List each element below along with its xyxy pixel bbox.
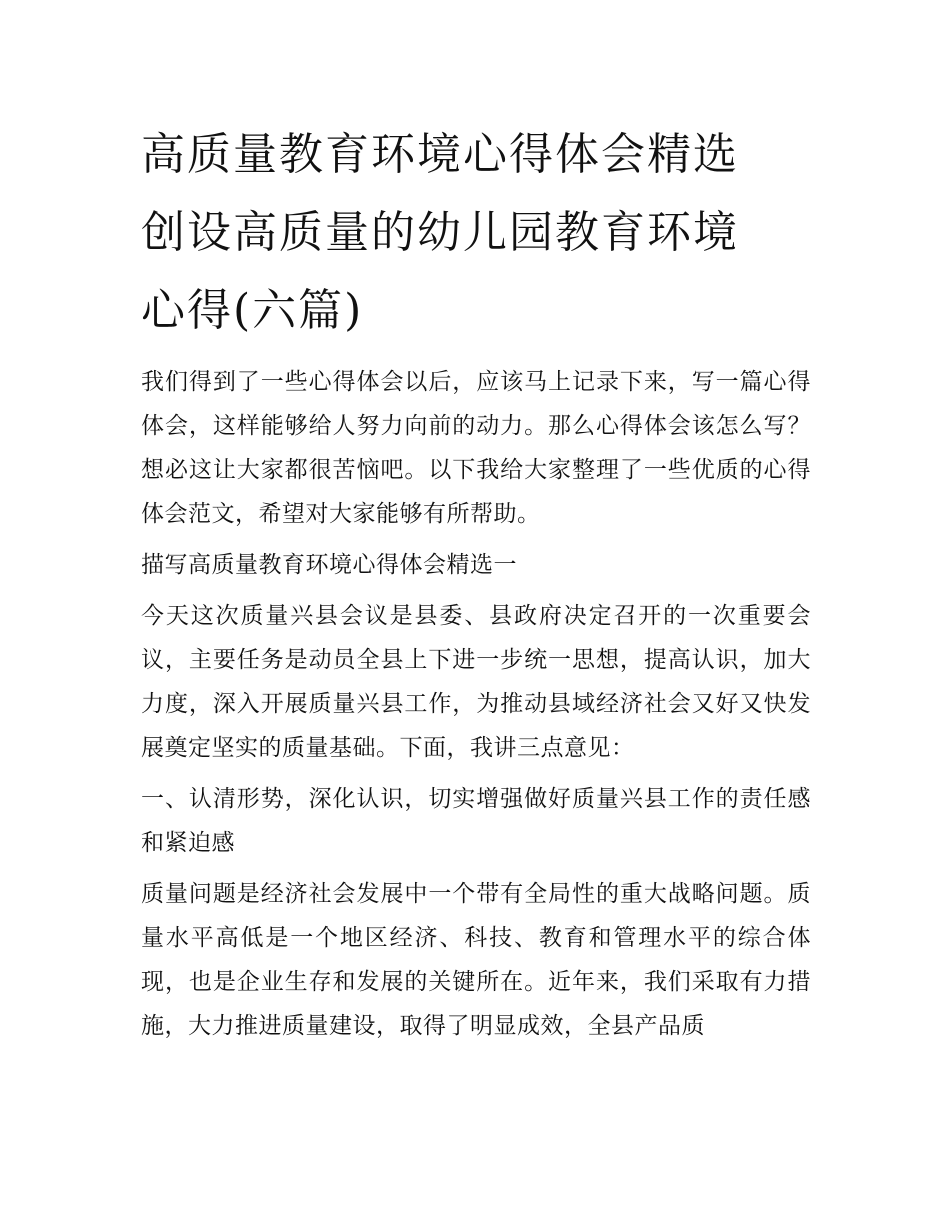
title-line-2: 创设高质量的幼儿园教育环境 [141,207,739,258]
title-line-3: 心得(六篇) [141,285,364,336]
body-paragraph: 今天这次质量兴县会议是县委、县政府决定召开的一次重要会议，主要任务是动员全县上下进一步统一思想，提高认识，加大力度，深入开展质量兴县工作，为推动县域经济社会又好又快发展奠定坚实的质量基础。下面，我讲三点意见： [141,603,811,761]
subsection-heading: 一、认清形势，深化认识，切实增强做好质量兴县工作的责任感和紧迫感 [141,786,811,856]
document-title [141,116,811,350]
title-line-1: 高质量教育环境心得体会精选 [141,129,739,180]
document-page [141,116,811,1055]
body-paragraph: 质量问题是经济社会发展中一个带有全局性的重大战略问题。质量水平高低是一个地区经济、科技、教育和管理水平的综合体现，也是企业生存和发展的关键所在。近年来，我们采取有力措施，大力推进质量建设，取得了明显成效，全县产品质 [141,881,811,1039]
intro-paragraph: 我们得到了一些心得体会以后，应该马上记录下来，写一篇心得体会，这样能够给人努力向前的动力。那么心得体会该怎么写？想必这让大家都很苦恼吧。以下我给大家整理了一些优质的心得体会范文，希望对大家能够有所帮助。 [141,369,811,527]
document-body [141,360,811,1048]
section-heading: 描写高质量教育环境心得体会精选一 [141,552,517,578]
